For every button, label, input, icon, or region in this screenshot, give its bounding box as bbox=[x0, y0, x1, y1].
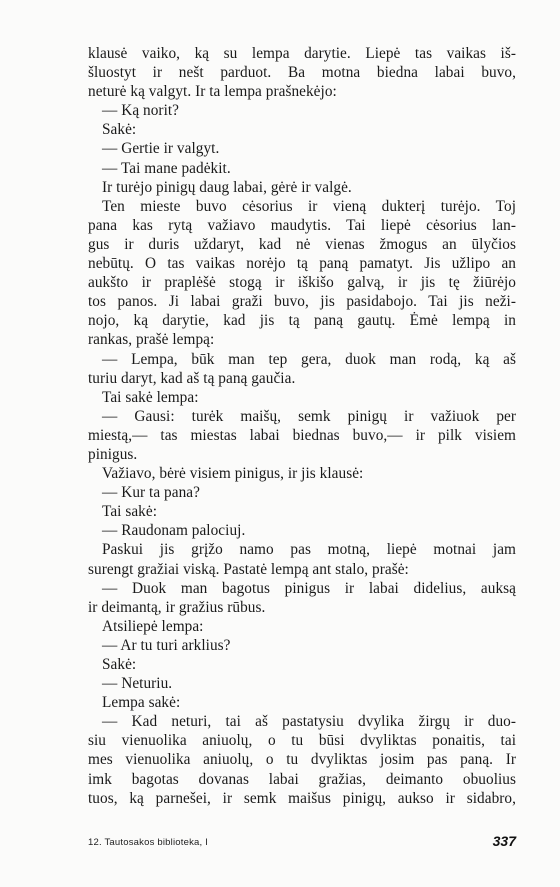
text-line: tuos, ką parnešei, ir semk maišus pinigų, aukso ir sidabro, bbox=[88, 789, 516, 807]
text-line: Ten mieste buvo cėsorius ir vieną dukterį turėjo. Toj bbox=[102, 197, 516, 215]
page-number: 337 bbox=[492, 833, 516, 849]
text-line: nebūtų. O tas vaikas norėjo tą paną pamatyt. Jis užlipo an bbox=[88, 255, 516, 273]
text-line: surengt gražiai viską. Pastatė lempą ant stalo, prašė: bbox=[88, 560, 409, 578]
text-line: ir deimantą, ir gražius rūbus. bbox=[88, 598, 266, 616]
text-line: — Gausi: turėk maišų, semk pinigų ir važiuok per bbox=[102, 407, 516, 425]
text-line: — Raudonam palociuj. bbox=[102, 522, 246, 540]
text-line: — Ar tu turi arklius? bbox=[102, 636, 231, 654]
text-line: gus ir duris uždaryt, kad nė vienas žmogus an ūlyčios bbox=[88, 235, 516, 253]
text-line: aukšto ir praplėšė stogą ir iškišo galvą, ir jis tę žiūrėjo bbox=[88, 274, 516, 292]
text-line: Lempa sakė: bbox=[102, 694, 181, 712]
text-line: mes vienuolika aniuolų, o tu dvyliktas josim pas paną. Ir bbox=[88, 751, 516, 769]
body-text bbox=[88, 44, 516, 808]
text-line: Tai sakė lempa: bbox=[102, 388, 199, 406]
text-line: siu vienuolika aniuolų, o tu būsi dvyliktas ponaitis, tai bbox=[88, 732, 516, 750]
footer-source: 12. Tautosakos biblioteka, I bbox=[88, 837, 209, 848]
text-line: klausė vaiko, ką su lempa darytie. Liepė tas vaikas iš- bbox=[88, 45, 516, 62]
text-line: — Kad neturi, tai aš pastatysiu dvylika žirgų ir duo- bbox=[102, 713, 516, 731]
text-line: Tai sakė: bbox=[102, 503, 158, 521]
text-line: Sakė: bbox=[102, 656, 137, 673]
text-line: pana kas rytą važiavo maudytis. Tai liepė cėsorius lan- bbox=[88, 216, 516, 234]
text-line: — Neturiu. bbox=[102, 675, 173, 693]
text-line: Atsiliepė lempa: bbox=[102, 617, 204, 635]
text-line: tos panos. Ji labai graži buvo, jis pasidabojo. Tai jis neži- bbox=[88, 293, 516, 311]
text-line: — Ką norit? bbox=[102, 102, 180, 120]
text-line: nojo, ką darytie, kad jis tą paną gautų. Ėmė lempą in bbox=[88, 312, 516, 330]
text-line: — Duok man bagotus pinigus ir labai didelius, auksą bbox=[102, 579, 516, 597]
text-line: Sakė: bbox=[102, 121, 137, 139]
text-line: šluostyt ir nešt parduot. Ba motna biedna labai buvo, bbox=[88, 64, 516, 82]
text-line: Važiavo, bėrė visiem pinigus, ir jis klausė: bbox=[102, 465, 364, 483]
text-line: — Lempa, būk man tep gera, duok man rodą, ką aš bbox=[102, 350, 516, 368]
text-line: Paskui jis grįžo namo pas motną, liepė motnai jam bbox=[102, 541, 516, 559]
text-line: pinigus. bbox=[88, 445, 138, 463]
text-line: rankas, prašė lempą: bbox=[88, 331, 215, 349]
text-line: imk bagotas dovanas labai gražias, deimanto obuolius bbox=[88, 770, 516, 788]
text-line: miestą,— tas miestas labai biednas buvo,— ir pilk visiem bbox=[88, 426, 516, 444]
text-line: Ir turėjo pinigų daug labai, gėrė ir valgė. bbox=[102, 178, 352, 196]
text-line: — Kur ta pana? bbox=[102, 484, 200, 502]
page-footer bbox=[88, 833, 516, 853]
text-line: turiu daryt, kad aš tą paną gaučia. bbox=[88, 369, 296, 387]
text-line: — Gertie ir valgyt. bbox=[102, 140, 220, 158]
text-line: — Tai mane padėkit. bbox=[102, 159, 231, 177]
text-line: neturė ką valgyt. Ir ta lempa prašnekėjo: bbox=[88, 83, 337, 101]
